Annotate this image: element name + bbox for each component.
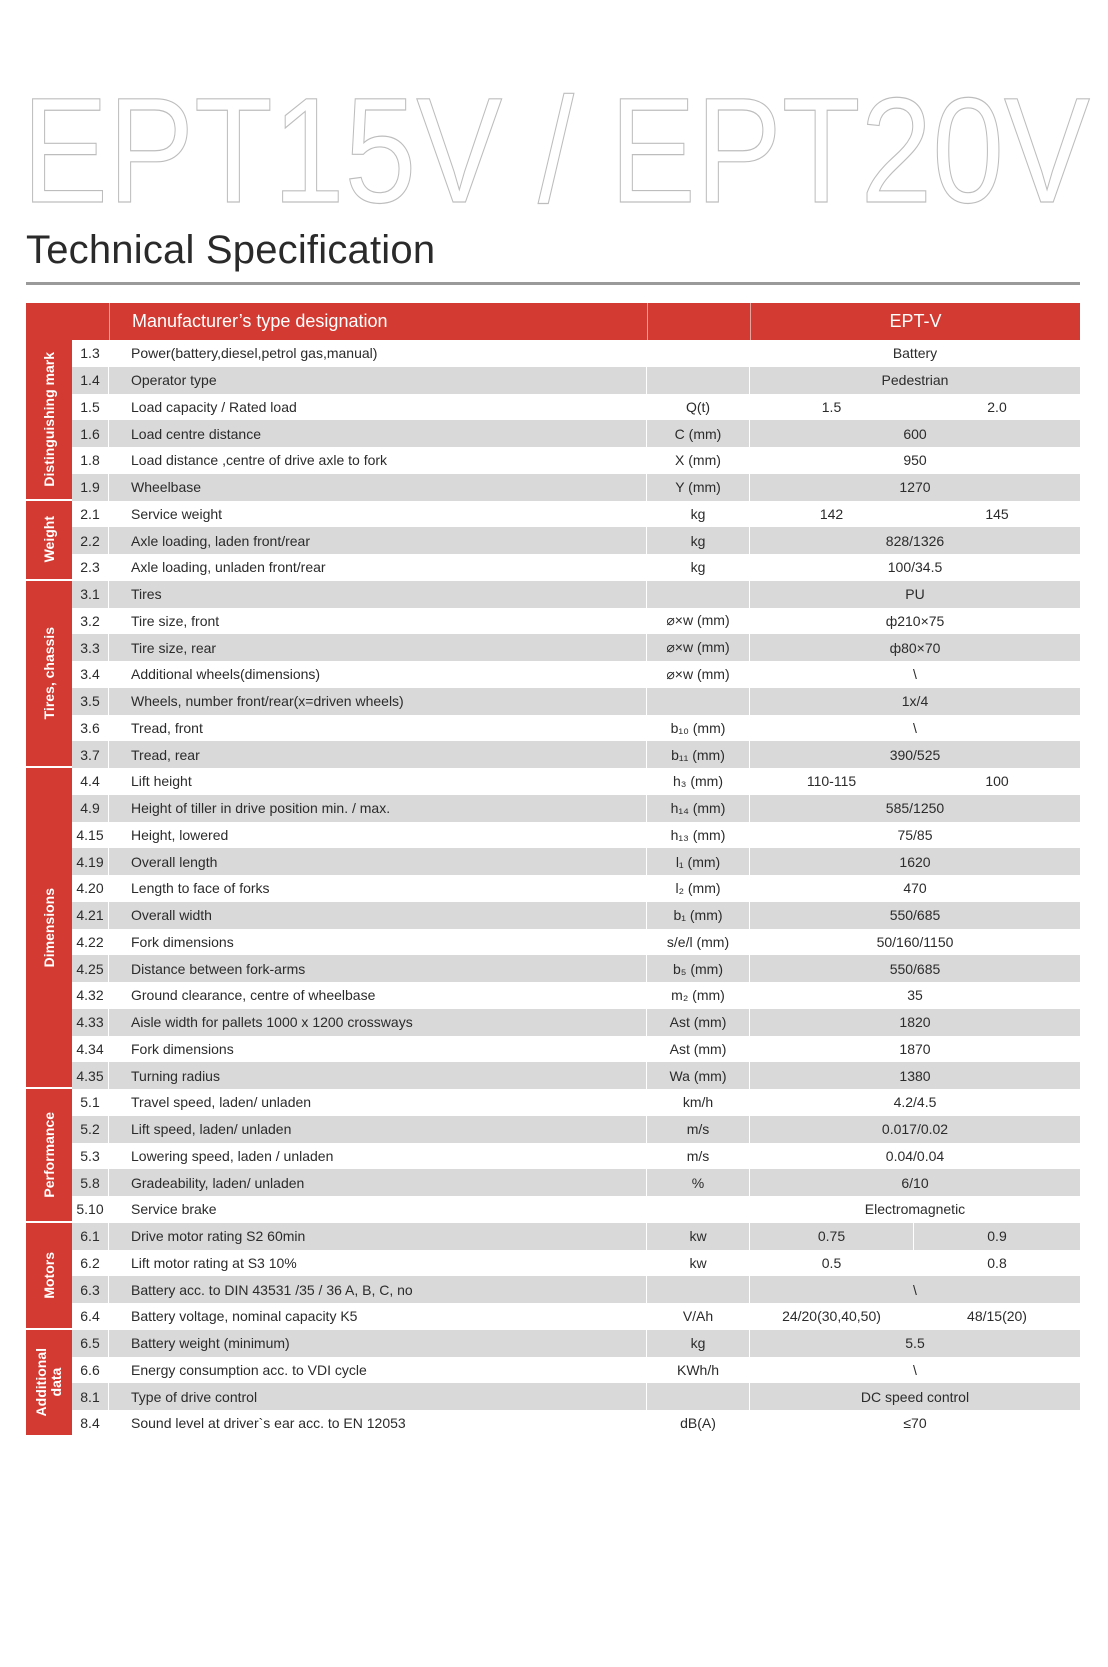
row-number: 1.4 — [72, 367, 109, 394]
row-unit — [647, 1276, 750, 1303]
row-unit: ⌀×w (mm) — [647, 634, 750, 661]
table-row — [72, 1383, 1080, 1410]
table-row — [72, 1410, 1080, 1437]
title-divider — [26, 282, 1080, 285]
group-label-band — [26, 340, 72, 501]
row-value: 35 — [907, 987, 923, 1004]
row-number: 2.1 — [72, 501, 109, 528]
row-unit: Ast (mm) — [647, 1036, 750, 1063]
row-description: Turning radius — [109, 1062, 647, 1089]
table-row — [72, 929, 1080, 956]
row-number: 6.5 — [72, 1330, 109, 1357]
row-number: 4.22 — [72, 929, 109, 956]
row-unit: kg — [647, 1330, 750, 1357]
group-label: Distinguishing mark — [40, 351, 57, 487]
row-unit: b₁₁ (mm) — [647, 741, 750, 768]
row-description: Overall length — [109, 848, 647, 875]
group-label: Additional data — [33, 1348, 64, 1417]
row-unit: KWh/h — [647, 1357, 750, 1384]
row-description: Length to face of forks — [109, 875, 647, 902]
row-value: Electromagnetic — [864, 1201, 966, 1218]
row-value: 950 — [903, 452, 927, 469]
row-number: 4.25 — [72, 955, 109, 982]
row-value: 5.5 — [905, 1335, 925, 1352]
row-description: Battery voltage, nominal capacity K5 — [109, 1303, 647, 1330]
row-description: Ground clearance, centre of wheelbase — [109, 982, 647, 1009]
row-unit: kg — [647, 554, 750, 581]
row-description: Lowering speed, laden / unladen — [109, 1143, 647, 1170]
row-description: Height of tiller in drive position min. / max. — [109, 795, 647, 822]
table-row — [72, 634, 1080, 661]
row-number: 4.20 — [72, 875, 109, 902]
row-value: Pedestrian — [881, 372, 949, 389]
row-unit: b₅ (mm) — [647, 955, 750, 982]
table-row — [72, 608, 1080, 635]
table-row — [72, 982, 1080, 1009]
group-label-band — [26, 1223, 72, 1330]
row-unit: Ast (mm) — [647, 1009, 750, 1036]
row-description: Energy consumption acc. to VDI cycle — [109, 1357, 647, 1384]
row-description: Fork dimensions — [109, 929, 647, 956]
table-row — [72, 447, 1080, 474]
row-unit: s/e/l (mm) — [647, 929, 750, 956]
group-label-band — [26, 1089, 72, 1223]
group-label-band — [26, 768, 72, 1089]
table-row — [72, 848, 1080, 875]
row-value: 550/685 — [889, 907, 941, 924]
row-description: Fork dimensions — [109, 1036, 647, 1063]
row-number: 6.4 — [72, 1303, 109, 1330]
row-description: Gradeability, laden/ unladen — [109, 1169, 647, 1196]
table-row — [72, 1169, 1080, 1196]
hero-title-text: EPT15V / EPT20V — [22, 74, 1090, 224]
row-value-ept20v: 100 — [985, 773, 1009, 790]
row-value: 1x/4 — [901, 693, 929, 710]
row-description: Height, lowered — [109, 822, 647, 849]
row-description: Service brake — [109, 1196, 647, 1223]
row-unit: ⌀×w (mm) — [647, 608, 750, 635]
table-row — [72, 715, 1080, 742]
row-number: 3.4 — [72, 661, 109, 688]
row-description: Drive motor rating S2 60min — [109, 1223, 647, 1250]
table-row — [72, 1196, 1080, 1223]
group-label: Tires, chassis — [40, 627, 57, 720]
table-row — [72, 768, 1080, 795]
group-label: Motors — [40, 1251, 57, 1299]
row-number: 4.33 — [72, 1009, 109, 1036]
row-number: 5.8 — [72, 1169, 109, 1196]
row-description: Lift motor rating at S3 10% — [109, 1250, 647, 1277]
row-description: Additional wheels(dimensions) — [109, 661, 647, 688]
row-number: 5.10 — [72, 1196, 109, 1223]
row-number: 1.6 — [72, 420, 109, 447]
table-row — [72, 1116, 1080, 1143]
table-row — [72, 1143, 1080, 1170]
table-row — [72, 795, 1080, 822]
row-unit — [647, 367, 750, 394]
table-row — [72, 955, 1080, 982]
row-value-ept15v: 1.5 — [750, 394, 914, 421]
row-number: 5.2 — [72, 1116, 109, 1143]
row-unit: dB(A) — [647, 1410, 750, 1437]
row-number: 3.6 — [72, 715, 109, 742]
row-unit: h₁₃ (mm) — [647, 822, 750, 849]
row-value: 1270 — [899, 479, 931, 496]
row-number: 1.8 — [72, 447, 109, 474]
row-unit: Q(t) — [647, 394, 750, 421]
table-row — [72, 1250, 1080, 1277]
row-number: 4.19 — [72, 848, 109, 875]
table-row — [72, 474, 1080, 501]
row-number: 4.9 — [72, 795, 109, 822]
row-unit: l₁ (mm) — [647, 848, 750, 875]
table-row — [72, 822, 1080, 849]
row-description: Tire size, front — [109, 608, 647, 635]
row-description: Overall width — [109, 902, 647, 929]
table-row — [72, 1357, 1080, 1384]
row-description: Sound level at driver`s ear acc. to EN 12053 — [109, 1410, 647, 1437]
table-row — [72, 394, 1080, 421]
table-row — [72, 1089, 1080, 1116]
row-description: Axle loading, laden front/rear — [109, 527, 647, 554]
row-number: 2.2 — [72, 527, 109, 554]
row-number: 8.4 — [72, 1410, 109, 1437]
table-row — [72, 1303, 1080, 1330]
spec-table-header — [26, 303, 1080, 340]
spec-table — [26, 303, 1080, 1437]
row-number: 3.2 — [72, 608, 109, 635]
row-unit: C (mm) — [647, 420, 750, 447]
row-description: Wheels, number front/rear(x=driven wheels) — [109, 688, 647, 715]
group-label-band — [26, 581, 72, 768]
header-model: EPT-V — [889, 311, 942, 331]
row-value-ept15v: 24/20(30,40,50) — [750, 1303, 914, 1330]
row-value: 100/34.5 — [887, 559, 943, 576]
row-value: 585/1250 — [885, 800, 945, 817]
table-row — [72, 875, 1080, 902]
table-row — [72, 581, 1080, 608]
row-unit: X (mm) — [647, 447, 750, 474]
row-value: 4.2/4.5 — [893, 1094, 937, 1111]
row-unit — [647, 1383, 750, 1410]
row-description: Distance between fork-arms — [109, 955, 647, 982]
row-number: 5.1 — [72, 1089, 109, 1116]
hero-title — [22, 74, 1092, 224]
row-unit: h₃ (mm) — [647, 768, 750, 795]
row-unit — [647, 688, 750, 715]
row-number: 6.2 — [72, 1250, 109, 1277]
table-row — [72, 688, 1080, 715]
header-type-designation: Manufacturer’s type designation — [110, 303, 648, 340]
row-value: 1380 — [899, 1067, 931, 1084]
table-row — [72, 1276, 1080, 1303]
row-number: 4.32 — [72, 982, 109, 1009]
row-description: Battery weight (minimum) — [109, 1330, 647, 1357]
row-unit: m/s — [647, 1143, 750, 1170]
row-description: Tires — [109, 581, 647, 608]
row-number: 6.1 — [72, 1223, 109, 1250]
row-number: 4.15 — [72, 822, 109, 849]
table-row — [72, 1330, 1080, 1357]
table-row — [72, 367, 1080, 394]
row-value-ept20v: 0.8 — [987, 1254, 1007, 1271]
row-number: 4.35 — [72, 1062, 109, 1089]
row-value: Battery — [892, 345, 938, 362]
row-description: Power(battery,diesel,petrol gas,manual) — [109, 340, 647, 367]
row-description: Tread, front — [109, 715, 647, 742]
row-unit — [647, 581, 750, 608]
header-blank-cell — [27, 303, 110, 340]
row-value-ept15v: 142 — [750, 501, 914, 528]
row-description: Lift height — [109, 768, 647, 795]
row-value-ept20v: 0.9 — [987, 1228, 1007, 1245]
row-unit: m/s — [647, 1116, 750, 1143]
table-row — [72, 501, 1080, 528]
row-number: 4.21 — [72, 902, 109, 929]
table-row — [72, 554, 1080, 581]
row-unit — [647, 1196, 750, 1223]
row-value: 75/85 — [897, 826, 933, 843]
row-value: 0.04/0.04 — [885, 1147, 945, 1164]
row-value: 50/160/1150 — [876, 933, 954, 950]
row-value: 1620 — [899, 853, 931, 870]
table-row — [72, 340, 1080, 367]
row-description: Lift speed, laden/ unladen — [109, 1116, 647, 1143]
row-value-ept15v: 110-115 — [750, 768, 914, 795]
group-label: Performance — [40, 1112, 57, 1198]
row-value: \ — [913, 1281, 917, 1298]
row-number: 6.3 — [72, 1276, 109, 1303]
row-unit: Wa (mm) — [647, 1062, 750, 1089]
table-row — [72, 902, 1080, 929]
row-number: 3.3 — [72, 634, 109, 661]
row-unit: b₁₀ (mm) — [647, 715, 750, 742]
row-number: 1.3 — [72, 340, 109, 367]
table-row — [72, 1062, 1080, 1089]
row-unit: l₂ (mm) — [647, 875, 750, 902]
row-unit: kg — [647, 501, 750, 528]
row-value-ept20v: 145 — [985, 505, 1009, 522]
header-unit-cell — [648, 303, 751, 340]
table-row — [72, 1036, 1080, 1063]
table-row — [72, 527, 1080, 554]
row-number: 3.7 — [72, 741, 109, 768]
row-description: Load capacity / Rated load — [109, 394, 647, 421]
group-label-band — [26, 501, 72, 581]
row-number: 2.3 — [72, 554, 109, 581]
row-value-ept20v: 2.0 — [987, 398, 1007, 415]
row-value: 390/525 — [889, 746, 941, 763]
row-value: 470 — [903, 880, 927, 897]
row-value: ф210×75 — [885, 612, 945, 629]
row-number: 4.4 — [72, 768, 109, 795]
row-number: 8.1 — [72, 1383, 109, 1410]
group-label-band — [26, 1330, 72, 1437]
group-label: Dimensions — [40, 887, 57, 968]
row-description: Battery acc. to DIN 43531 /35 / 36 A, B, C, no — [109, 1276, 647, 1303]
row-value: 828/1326 — [885, 532, 945, 549]
row-value: \ — [913, 666, 917, 683]
row-description: Load distance ,centre of drive axle to fork — [109, 447, 647, 474]
row-description: Tread, rear — [109, 741, 647, 768]
table-row — [72, 1009, 1080, 1036]
row-value: ф80×70 — [889, 639, 941, 656]
table-row — [72, 1223, 1080, 1250]
row-unit: km/h — [647, 1089, 750, 1116]
table-row — [72, 420, 1080, 447]
row-unit: % — [647, 1169, 750, 1196]
row-description: Tire size, rear — [109, 634, 647, 661]
row-unit: kg — [647, 527, 750, 554]
row-description: Service weight — [109, 501, 647, 528]
row-value: 1870 — [899, 1040, 931, 1057]
row-value: 0.017/0.02 — [881, 1121, 949, 1138]
row-value: \ — [913, 719, 917, 736]
row-number: 1.9 — [72, 474, 109, 501]
row-value: \ — [913, 1361, 917, 1378]
row-description: Load centre distance — [109, 420, 647, 447]
row-unit: ⌀×w (mm) — [647, 661, 750, 688]
row-unit: m₂ (mm) — [647, 982, 750, 1009]
row-description: Operator type — [109, 367, 647, 394]
row-unit: kw — [647, 1250, 750, 1277]
row-value: 550/685 — [889, 960, 941, 977]
row-unit: Y (mm) — [647, 474, 750, 501]
row-unit: V/Ah — [647, 1303, 750, 1330]
row-description: Wheelbase — [109, 474, 647, 501]
row-value-ept15v: 0.75 — [750, 1223, 914, 1250]
row-description: Type of drive control — [109, 1383, 647, 1410]
row-number: 1.5 — [72, 394, 109, 421]
group-label: Weight — [40, 516, 57, 563]
row-description: Travel speed, laden/ unladen — [109, 1089, 647, 1116]
row-unit: h₁₄ (mm) — [647, 795, 750, 822]
row-value-ept15v: 0.5 — [750, 1250, 914, 1277]
row-value: 1820 — [899, 1014, 931, 1031]
row-value: PU — [905, 586, 925, 603]
spec-table-body — [26, 340, 1080, 1437]
row-number: 3.5 — [72, 688, 109, 715]
row-description: Aisle width for pallets 1000 x 1200 crossways — [109, 1009, 647, 1036]
table-row — [72, 741, 1080, 768]
row-value: ≤70 — [903, 1415, 927, 1432]
row-number: 6.6 — [72, 1357, 109, 1384]
page-subtitle: Technical Specification — [26, 228, 436, 272]
row-number: 4.34 — [72, 1036, 109, 1063]
row-number: 3.1 — [72, 581, 109, 608]
row-value: 600 — [903, 425, 927, 442]
row-unit: kw — [647, 1223, 750, 1250]
row-number: 5.3 — [72, 1143, 109, 1170]
row-unit: b₁ (mm) — [647, 902, 750, 929]
table-row — [72, 661, 1080, 688]
row-value: 6/10 — [901, 1174, 929, 1191]
row-value: DC speed control — [860, 1388, 970, 1405]
row-description: Axle loading, unladen front/rear — [109, 554, 647, 581]
row-unit — [647, 340, 750, 367]
row-value-ept20v: 48/15(20) — [967, 1308, 1027, 1325]
